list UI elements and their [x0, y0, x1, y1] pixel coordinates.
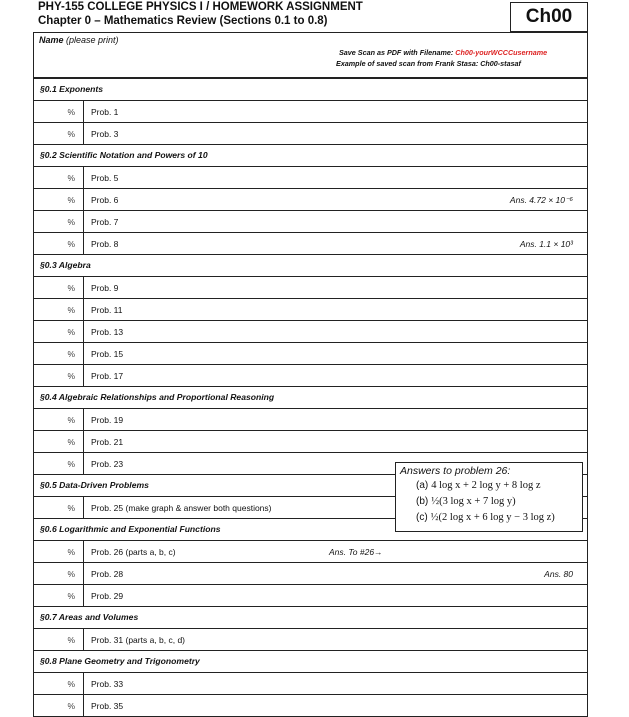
problem-label: Prob. 9	[91, 283, 119, 293]
score-cell[interactable]: %	[34, 277, 84, 298]
score-cell[interactable]: %	[34, 321, 84, 342]
problem-row	[34, 673, 587, 695]
chapter-code: Ch00	[510, 2, 588, 32]
problem-row	[34, 123, 587, 145]
problem-label: Prob. 33	[91, 679, 124, 689]
answer-line-b	[416, 496, 516, 507]
answer-label: (b)	[416, 496, 429, 507]
score-cell[interactable]: %	[34, 695, 84, 716]
problem-label: Prob. 26 (parts a, b, c)	[91, 547, 176, 557]
problem-label: Prob. 13	[91, 327, 124, 337]
save-instruction	[339, 48, 547, 57]
problem-label: Prob. 29	[91, 591, 124, 601]
problem-row	[34, 167, 587, 189]
section-heading	[34, 607, 587, 629]
score-cell[interactable]: %	[34, 453, 84, 474]
chapter-subtitle: Chapter 0 – Mathematics Review (Sections 0.1 to 0.8)	[38, 15, 328, 27]
score-cell[interactable]: %	[34, 365, 84, 386]
score-cell[interactable]: %	[34, 343, 84, 364]
problem-row	[34, 431, 587, 453]
answer-line-c	[416, 512, 555, 523]
problem-row	[34, 321, 587, 343]
problem-row	[34, 541, 587, 563]
problem-row	[34, 277, 587, 299]
section-heading	[34, 145, 587, 167]
answer-expr: ½(3 log x + 7 log y)	[431, 496, 516, 507]
problem-label: Prob. 28	[91, 569, 124, 579]
name-label-hint: (please print)	[66, 35, 119, 45]
section-title: §0.2 Scientific Notation and Powers of 10	[40, 150, 208, 160]
score-cell[interactable]: %	[34, 167, 84, 188]
answer-label: (c)	[416, 512, 428, 523]
section-title: §0.6 Logarithmic and Exponential Functions	[40, 524, 221, 534]
answer-box-title: Answers to problem 26:	[400, 465, 511, 477]
score-cell[interactable]: %	[34, 629, 84, 650]
problem-row	[34, 409, 587, 431]
problem-row	[34, 343, 587, 365]
problem-label: Prob. 23	[91, 459, 124, 469]
problem-row	[34, 585, 587, 607]
score-cell[interactable]: %	[34, 585, 84, 606]
name-label-text: Name	[39, 35, 64, 45]
section-title: §0.3 Algebra	[40, 260, 91, 270]
section-title: §0.4 Algebraic Relationships and Proportional Reasoning	[40, 392, 275, 402]
answer-expr: 4 log x + 2 log y + 8 log z	[431, 480, 541, 491]
problem-row	[34, 233, 587, 255]
answer-hint: Ans. 4.72 × 10⁻⁶	[509, 195, 573, 205]
answer-label: (a)	[416, 480, 429, 491]
problem-label: Prob. 8	[91, 239, 119, 249]
problem-label: Prob. 6	[91, 195, 119, 205]
score-cell[interactable]: %	[34, 563, 84, 584]
name-label	[39, 35, 119, 45]
answer-line-a	[416, 480, 541, 491]
assignment-title: PHY-155 COLLEGE PHYSICS I / HOMEWORK ASSIGNMENT	[38, 1, 363, 13]
problem-label: Prob. 21	[91, 437, 124, 447]
problem-label: Prob. 17	[91, 371, 124, 381]
problem-label: Prob. 35	[91, 701, 124, 711]
save-filename: Ch00-yourWCCCusername	[455, 48, 548, 57]
section-title: §0.5 Data-Driven Problems	[40, 480, 149, 490]
problem-row	[34, 629, 587, 651]
score-cell[interactable]: %	[34, 189, 84, 210]
answer-box-26	[395, 462, 583, 532]
section-title: §0.7 Areas and Volumes	[40, 612, 139, 622]
answer-hint: Ans. 80	[544, 569, 573, 579]
score-cell[interactable]: %	[34, 497, 84, 518]
example-filename: Example of saved scan from Frank Stasa: Ch00-stasaf	[336, 59, 521, 68]
score-cell[interactable]: %	[34, 123, 84, 144]
section-heading	[34, 387, 587, 409]
score-cell[interactable]: %	[34, 233, 84, 254]
section-heading	[34, 255, 587, 277]
problem-row	[34, 563, 587, 585]
problem-row	[34, 211, 587, 233]
problem-label: Prob. 25 (make graph & answer both questions)	[91, 503, 272, 513]
score-cell[interactable]: %	[34, 673, 84, 694]
problem-label: Prob. 31 (parts a, b, c, d)	[91, 635, 186, 645]
save-prefix: Save Scan as PDF with Filename:	[339, 48, 456, 57]
score-cell[interactable]: %	[34, 409, 84, 430]
problem-label: Prob. 5	[91, 173, 119, 183]
problem-row	[34, 365, 587, 387]
name-field[interactable]	[33, 32, 588, 78]
problem-label: Prob. 1	[91, 107, 119, 117]
problem-label: Prob. 19	[91, 415, 124, 425]
problem-row	[34, 299, 587, 321]
problem-table	[33, 78, 588, 717]
score-cell[interactable]: %	[34, 211, 84, 232]
problem-row	[34, 189, 587, 211]
section-title: §0.8 Plane Geometry and Trigonometry	[40, 656, 200, 666]
problem-label: Prob. 3	[91, 129, 119, 139]
answer-expr: ½(2 log x + 6 log y − 3 log z)	[430, 512, 555, 523]
score-cell[interactable]: %	[34, 101, 84, 122]
problem-row	[34, 101, 587, 123]
score-cell[interactable]: %	[34, 299, 84, 320]
score-cell[interactable]: %	[34, 541, 84, 562]
answer-hint: Ans. 1.1 × 10³	[519, 239, 573, 249]
section-title: §0.1 Exponents	[40, 84, 104, 94]
problem-label: Prob. 15	[91, 349, 124, 359]
problem-row	[34, 695, 587, 717]
section-heading	[34, 79, 587, 101]
problem-label: Prob. 11	[91, 305, 123, 315]
problem-label: Prob. 7	[91, 217, 119, 227]
answer-pointer: Ans. To #26→	[329, 547, 383, 557]
score-cell[interactable]: %	[34, 431, 84, 452]
section-heading	[34, 651, 587, 673]
